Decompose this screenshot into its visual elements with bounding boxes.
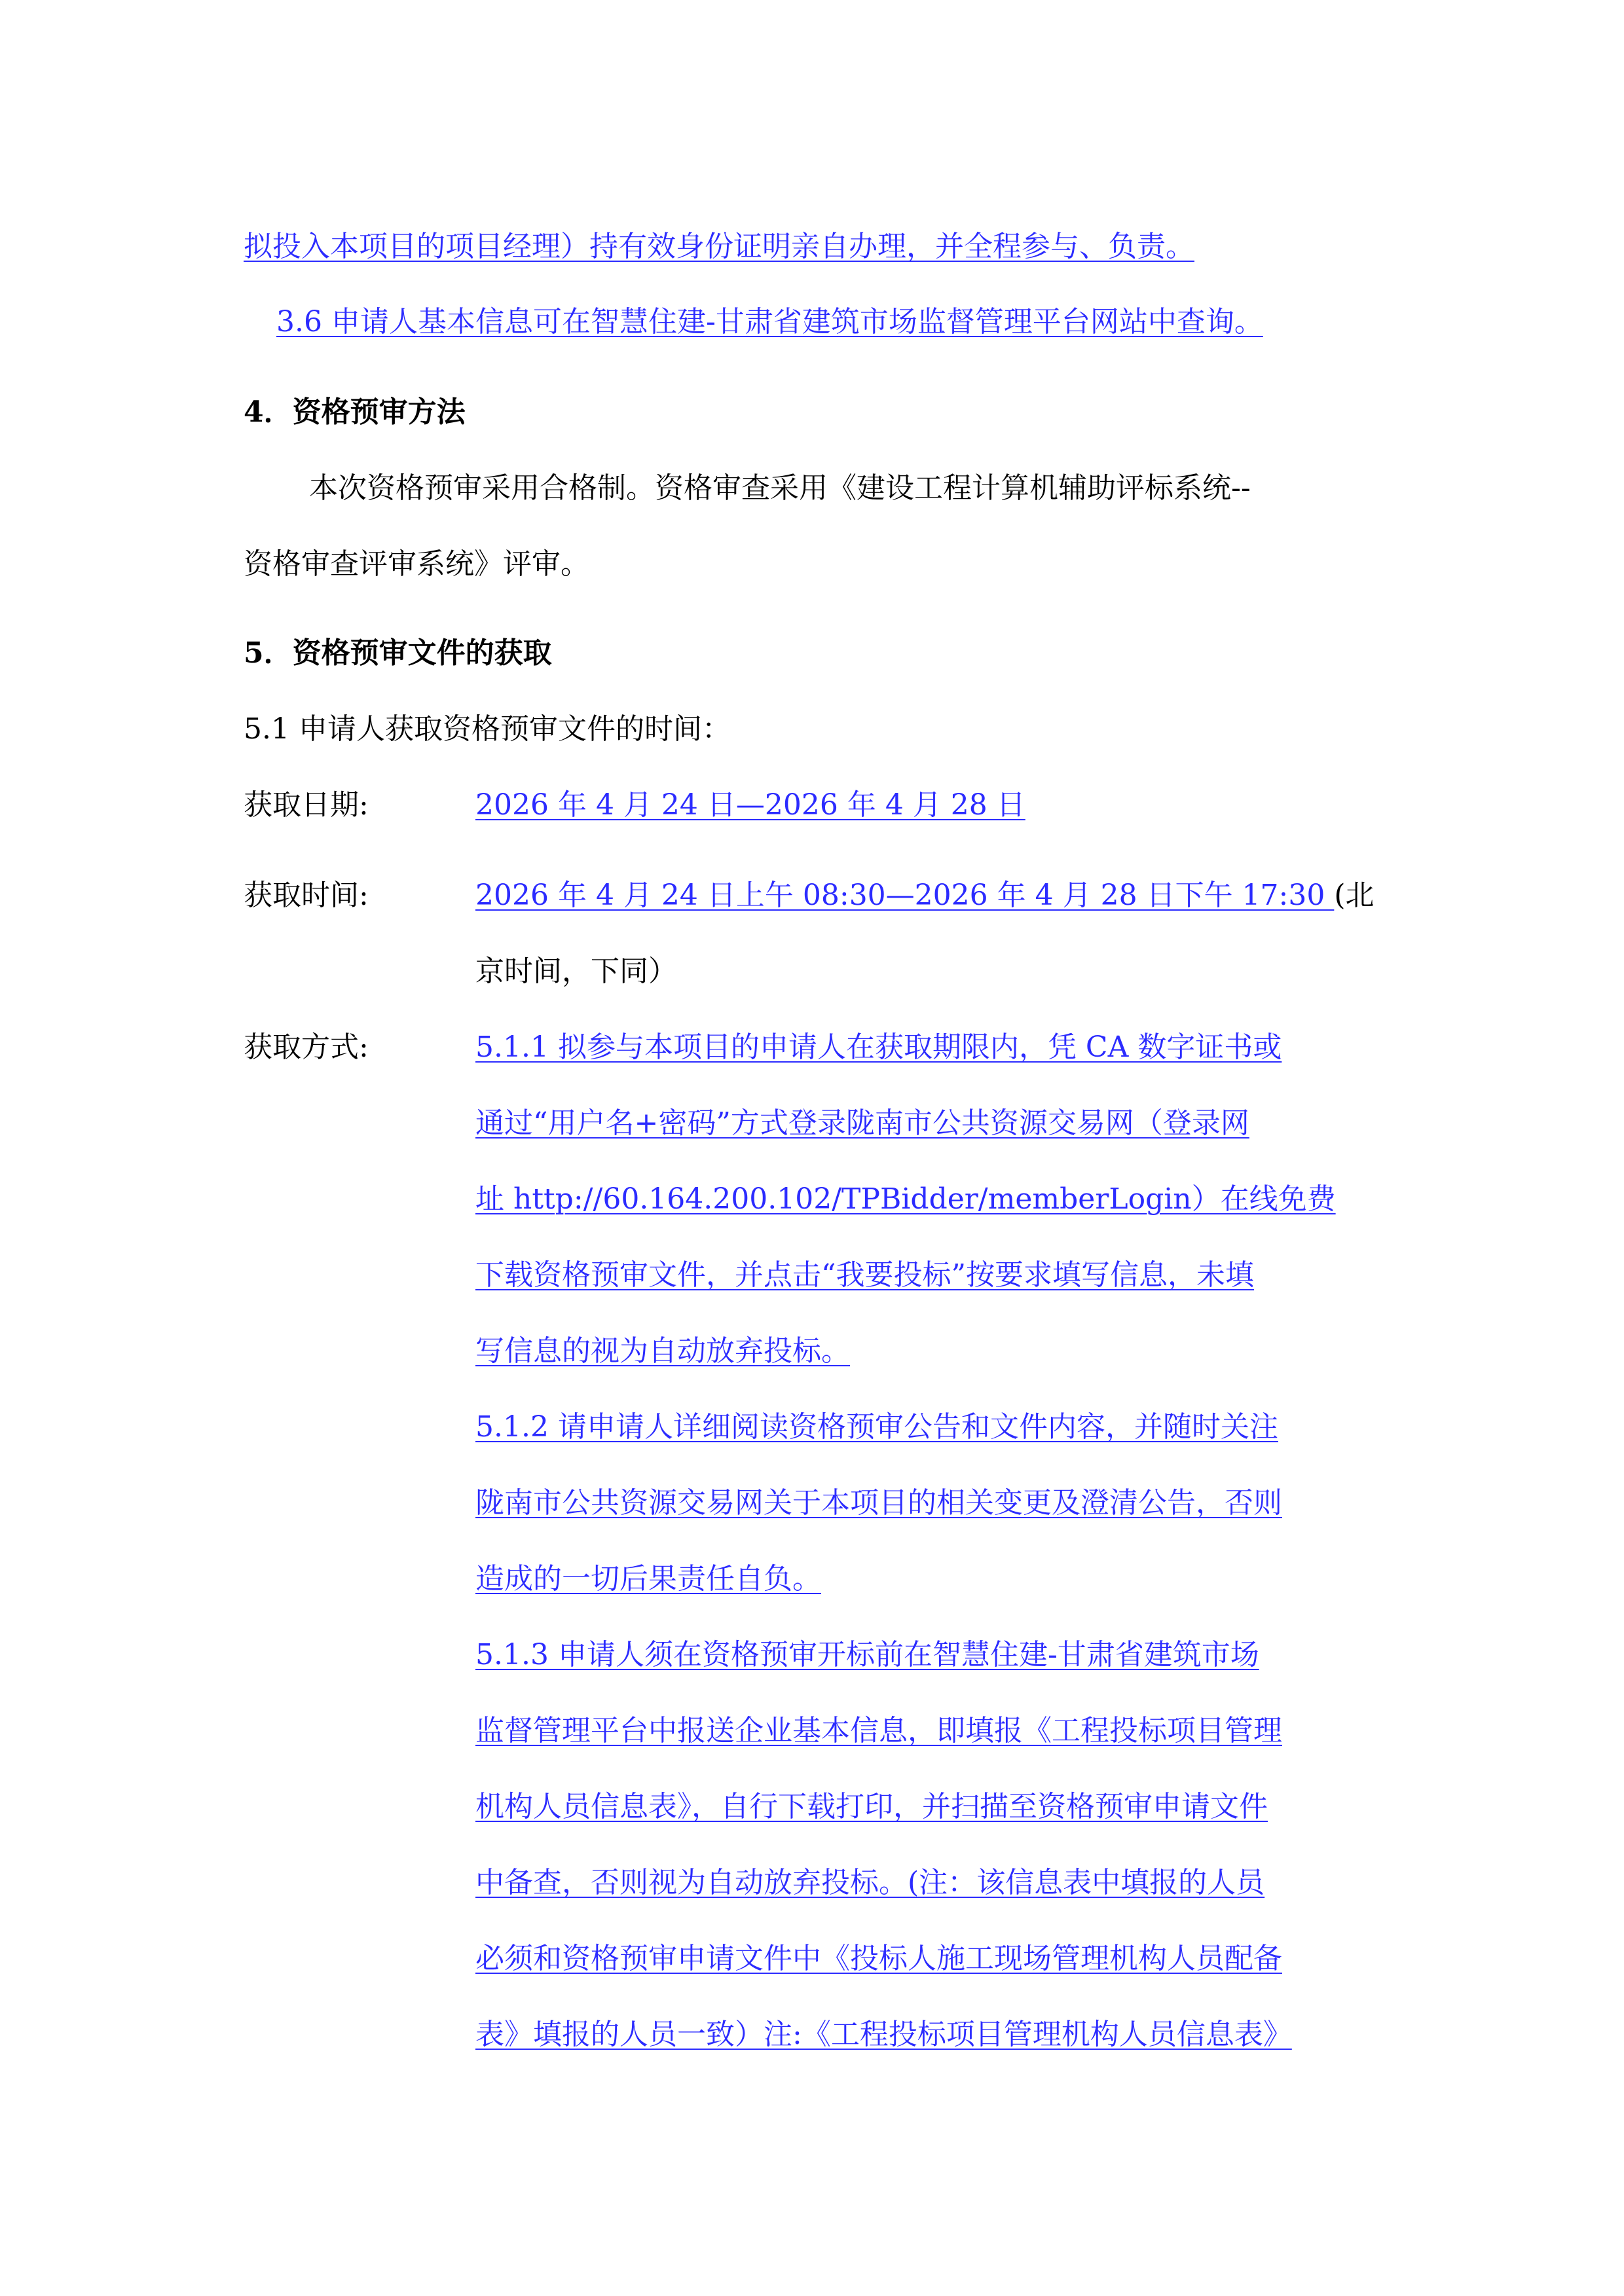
item-5-1-2-line: 造成的一切后果责任自负。: [475, 1562, 821, 1595]
item-5-1-1-line: 写信息的视为自动放弃投标。: [475, 1334, 850, 1368]
date-value: 2026 年 4 月 24 日—2026 年 4 月 28 日: [475, 788, 1025, 822]
date-label: 获取日期:: [244, 788, 369, 822]
time-value: 2026 年 4 月 24 日上午 08:30—2026 年 4 月 28 日下午 17:30: [475, 879, 1335, 912]
item-5-1-1-line: 下载资格预审文件，并点击“我要投标”按要求填写信息，未填: [475, 1258, 1254, 1292]
time-value-line-2: 京时间，下同）: [475, 955, 677, 988]
time-label: 获取时间:: [244, 879, 369, 912]
item-5-1-2-line: 5.1.2 请申请人详细阅读资格预审公告和文件内容，并随时关注: [475, 1410, 1278, 1444]
item-5-1-3-line: 必须和资格预审申请文件中《投标人施工现场管理机构人员配备: [475, 1942, 1282, 1975]
section-5-heading: 5．资格预审文件的获取: [244, 636, 552, 670]
item-5-1-1-line: 址 http://60.164.200.102/TPBidder/memberLogin）在线免费: [475, 1182, 1336, 1216]
item-5-1-3-line: 中备查，否则视为自动放弃投标。(注：该信息表中填报的人员: [475, 1866, 1265, 1899]
time-suffix: (北: [1334, 879, 1375, 912]
method-label: 获取方式:: [244, 1030, 369, 1064]
item-5-1-3-line: 机构人员信息表》，自行下载打印，并扫描至资格预审申请文件: [475, 1790, 1268, 1823]
section-4-heading: 4．资格预审方法: [244, 395, 466, 429]
item-5-1-1-line: 5.1.1 拟参与本项目的申请人在获取期限内，凭 CA 数字证书或: [475, 1030, 1282, 1064]
time-value-line-1: [475, 876, 1375, 915]
item-5-1-3-line: 表》填报的人员一致）注:《工程投标项目管理机构人员信息表》: [475, 2018, 1292, 2051]
item-3-6: 3.6 申请人基本信息可在智慧住建-甘肃省建筑市场监督管理平台网站中查询。: [276, 305, 1263, 338]
sub-5-1: 5.1 申请人获取资格预审文件的时间：: [244, 712, 731, 746]
section3-line-continuation: 拟投入本项目的项目经理）持有效身份证明亲自办理，并全程参与、负责。: [244, 230, 1194, 263]
item-5-1-3-line: 5.1.3 申请人须在资格预审开标前在智慧住建-甘肃省建筑市场: [475, 1638, 1259, 1671]
item-5-1-2-line: 陇南市公共资源交易网关于本项目的相关变更及澄清公告，否则: [475, 1486, 1282, 1520]
item-5-1-3-line: 监督管理平台中报送企业基本信息，即填报《工程投标项目管理: [475, 1714, 1282, 1747]
item-5-1-1-line: 通过“用户名+密码”方式登录陇南市公共资源交易网（登录网: [475, 1106, 1249, 1140]
section-4-para-line-2: 资格审查评审系统》评审。: [244, 547, 589, 581]
section-4-para-line-1: 本次资格预审采用合格制。资格审查采用《建设工程计算机辅助评标系统--: [309, 471, 1251, 505]
